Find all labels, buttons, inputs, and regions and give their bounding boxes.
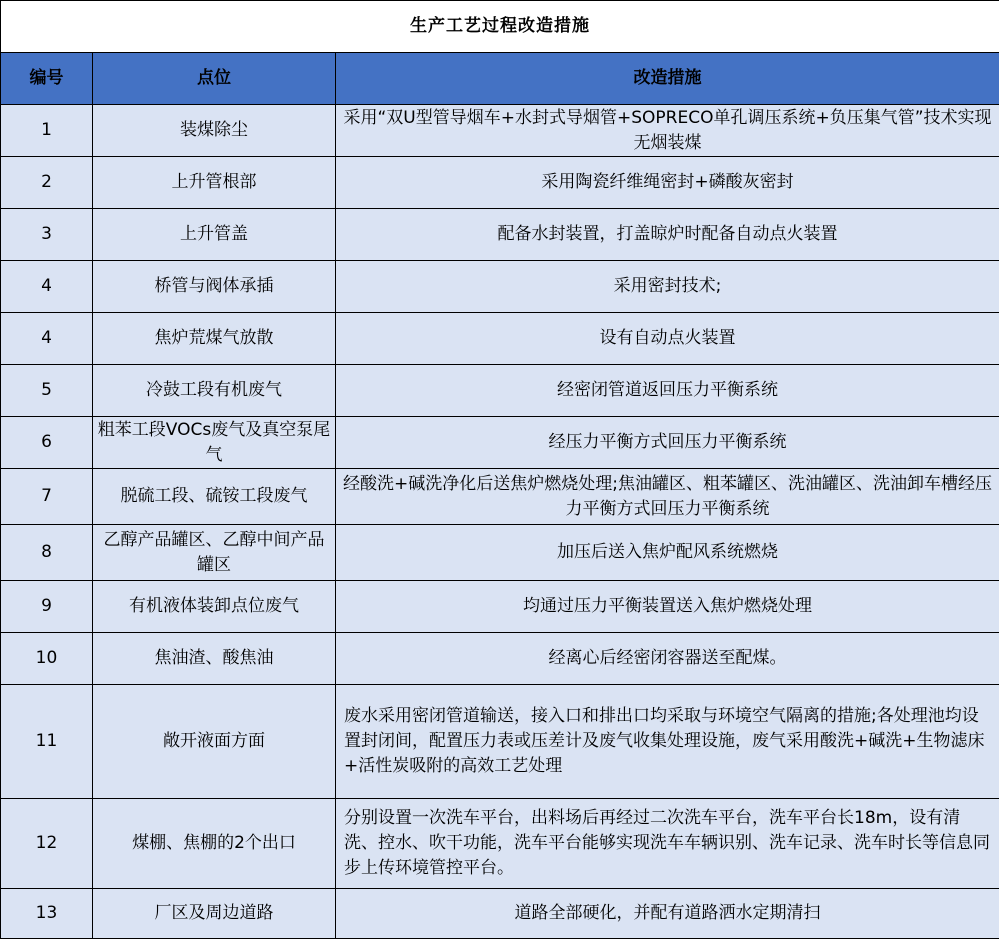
row-num: 12 bbox=[1, 799, 93, 889]
table-row bbox=[1, 581, 999, 633]
row-num: 10 bbox=[1, 633, 93, 685]
table-title: 生产工艺过程改造措施 bbox=[1, 1, 999, 53]
row-position: 乙醇产品罐区、乙醇中间产品罐区 bbox=[93, 525, 336, 581]
row-num: 1 bbox=[1, 105, 93, 157]
row-measure: 经酸洗+碱洗净化后送焦炉燃烧处理;焦油罐区、粗苯罐区、洗油罐区、洗油卸车槽经压力平衡方式回压力平衡系统 bbox=[336, 469, 999, 525]
table-row bbox=[1, 417, 999, 469]
row-measure: 采用“双U型管导烟车+水封式导烟管+SOPRECO单孔调压系统+负压集气管”技术实现无烟装煤 bbox=[336, 105, 999, 157]
row-measure: 采用陶瓷纤维绳密封+磷酸灰密封 bbox=[336, 157, 999, 209]
row-num: 11 bbox=[1, 685, 93, 799]
row-measure: 加压后送入焦炉配风系统燃烧 bbox=[336, 525, 999, 581]
table-row bbox=[1, 313, 999, 365]
row-num: 4 bbox=[1, 313, 93, 365]
row-position: 上升管盖 bbox=[93, 209, 336, 261]
row-num: 9 bbox=[1, 581, 93, 633]
table-row bbox=[1, 105, 999, 157]
row-position: 敞开液面方面 bbox=[93, 685, 336, 799]
row-measure: 废水采用密闭管道输送，接入口和排出口均采取与环境空气隔离的措施;各处理池均设置封闭间，配置压力表或压差计及废气收集处理设施，废气采用酸洗+碱洗+生物滤床+活性炭吸附的高效工艺处理 bbox=[336, 685, 999, 799]
row-position: 煤棚、焦棚的2个出口 bbox=[93, 799, 336, 889]
table-row bbox=[1, 365, 999, 417]
row-measure: 设有自动点火装置 bbox=[336, 313, 999, 365]
row-num: 13 bbox=[1, 889, 93, 939]
row-measure: 均通过压力平衡装置送入焦炉燃烧处理 bbox=[336, 581, 999, 633]
row-num: 2 bbox=[1, 157, 93, 209]
row-measure: 经压力平衡方式回压力平衡系统 bbox=[336, 417, 999, 469]
row-num: 5 bbox=[1, 365, 93, 417]
row-measure: 道路全部硬化，并配有道路洒水定期清扫 bbox=[336, 889, 999, 939]
row-num: 8 bbox=[1, 525, 93, 581]
header-row bbox=[1, 53, 999, 105]
table-row bbox=[1, 525, 999, 581]
row-num: 7 bbox=[1, 469, 93, 525]
row-num: 3 bbox=[1, 209, 93, 261]
row-position: 厂区及周边道路 bbox=[93, 889, 336, 939]
table-row bbox=[1, 889, 999, 939]
header-num: 编号 bbox=[1, 53, 93, 105]
row-measure: 经密闭管道返回压力平衡系统 bbox=[336, 365, 999, 417]
row-position: 有机液体装卸点位废气 bbox=[93, 581, 336, 633]
table-row bbox=[1, 633, 999, 685]
row-measure: 采用密封技术; bbox=[336, 261, 999, 313]
row-num: 4 bbox=[1, 261, 93, 313]
row-measure: 配备水封装置，打盖晾炉时配备自动点火装置 bbox=[336, 209, 999, 261]
row-position: 桥管与阀体承插 bbox=[93, 261, 336, 313]
row-num: 6 bbox=[1, 417, 93, 469]
row-position: 装煤除尘 bbox=[93, 105, 336, 157]
header-position: 点位 bbox=[93, 53, 336, 105]
row-position: 上升管根部 bbox=[93, 157, 336, 209]
row-position: 脱硫工段、硫铵工段废气 bbox=[93, 469, 336, 525]
table-row bbox=[1, 685, 999, 799]
table-row bbox=[1, 261, 999, 313]
row-position: 冷鼓工段有机废气 bbox=[93, 365, 336, 417]
table-row bbox=[1, 157, 999, 209]
row-position: 粗苯工段VOCs废气及真空泵尾气 bbox=[93, 417, 336, 469]
table-row bbox=[1, 209, 999, 261]
table-row bbox=[1, 799, 999, 889]
header-measure: 改造措施 bbox=[336, 53, 999, 105]
row-position: 焦油渣、酸焦油 bbox=[93, 633, 336, 685]
row-measure: 分别设置一次洗车平台，出料场后再经过二次洗车平台，洗车平台长18m，设有清洗、控水、吹干功能，洗车平台能够实现洗车车辆识别、洗车记录、洗车时长等信息同步上传环境管控平台。 bbox=[336, 799, 999, 889]
row-position: 焦炉荒煤气放散 bbox=[93, 313, 336, 365]
table-row bbox=[1, 469, 999, 525]
row-measure: 经离心后经密闭容器送至配煤。 bbox=[336, 633, 999, 685]
title-row bbox=[1, 1, 999, 53]
